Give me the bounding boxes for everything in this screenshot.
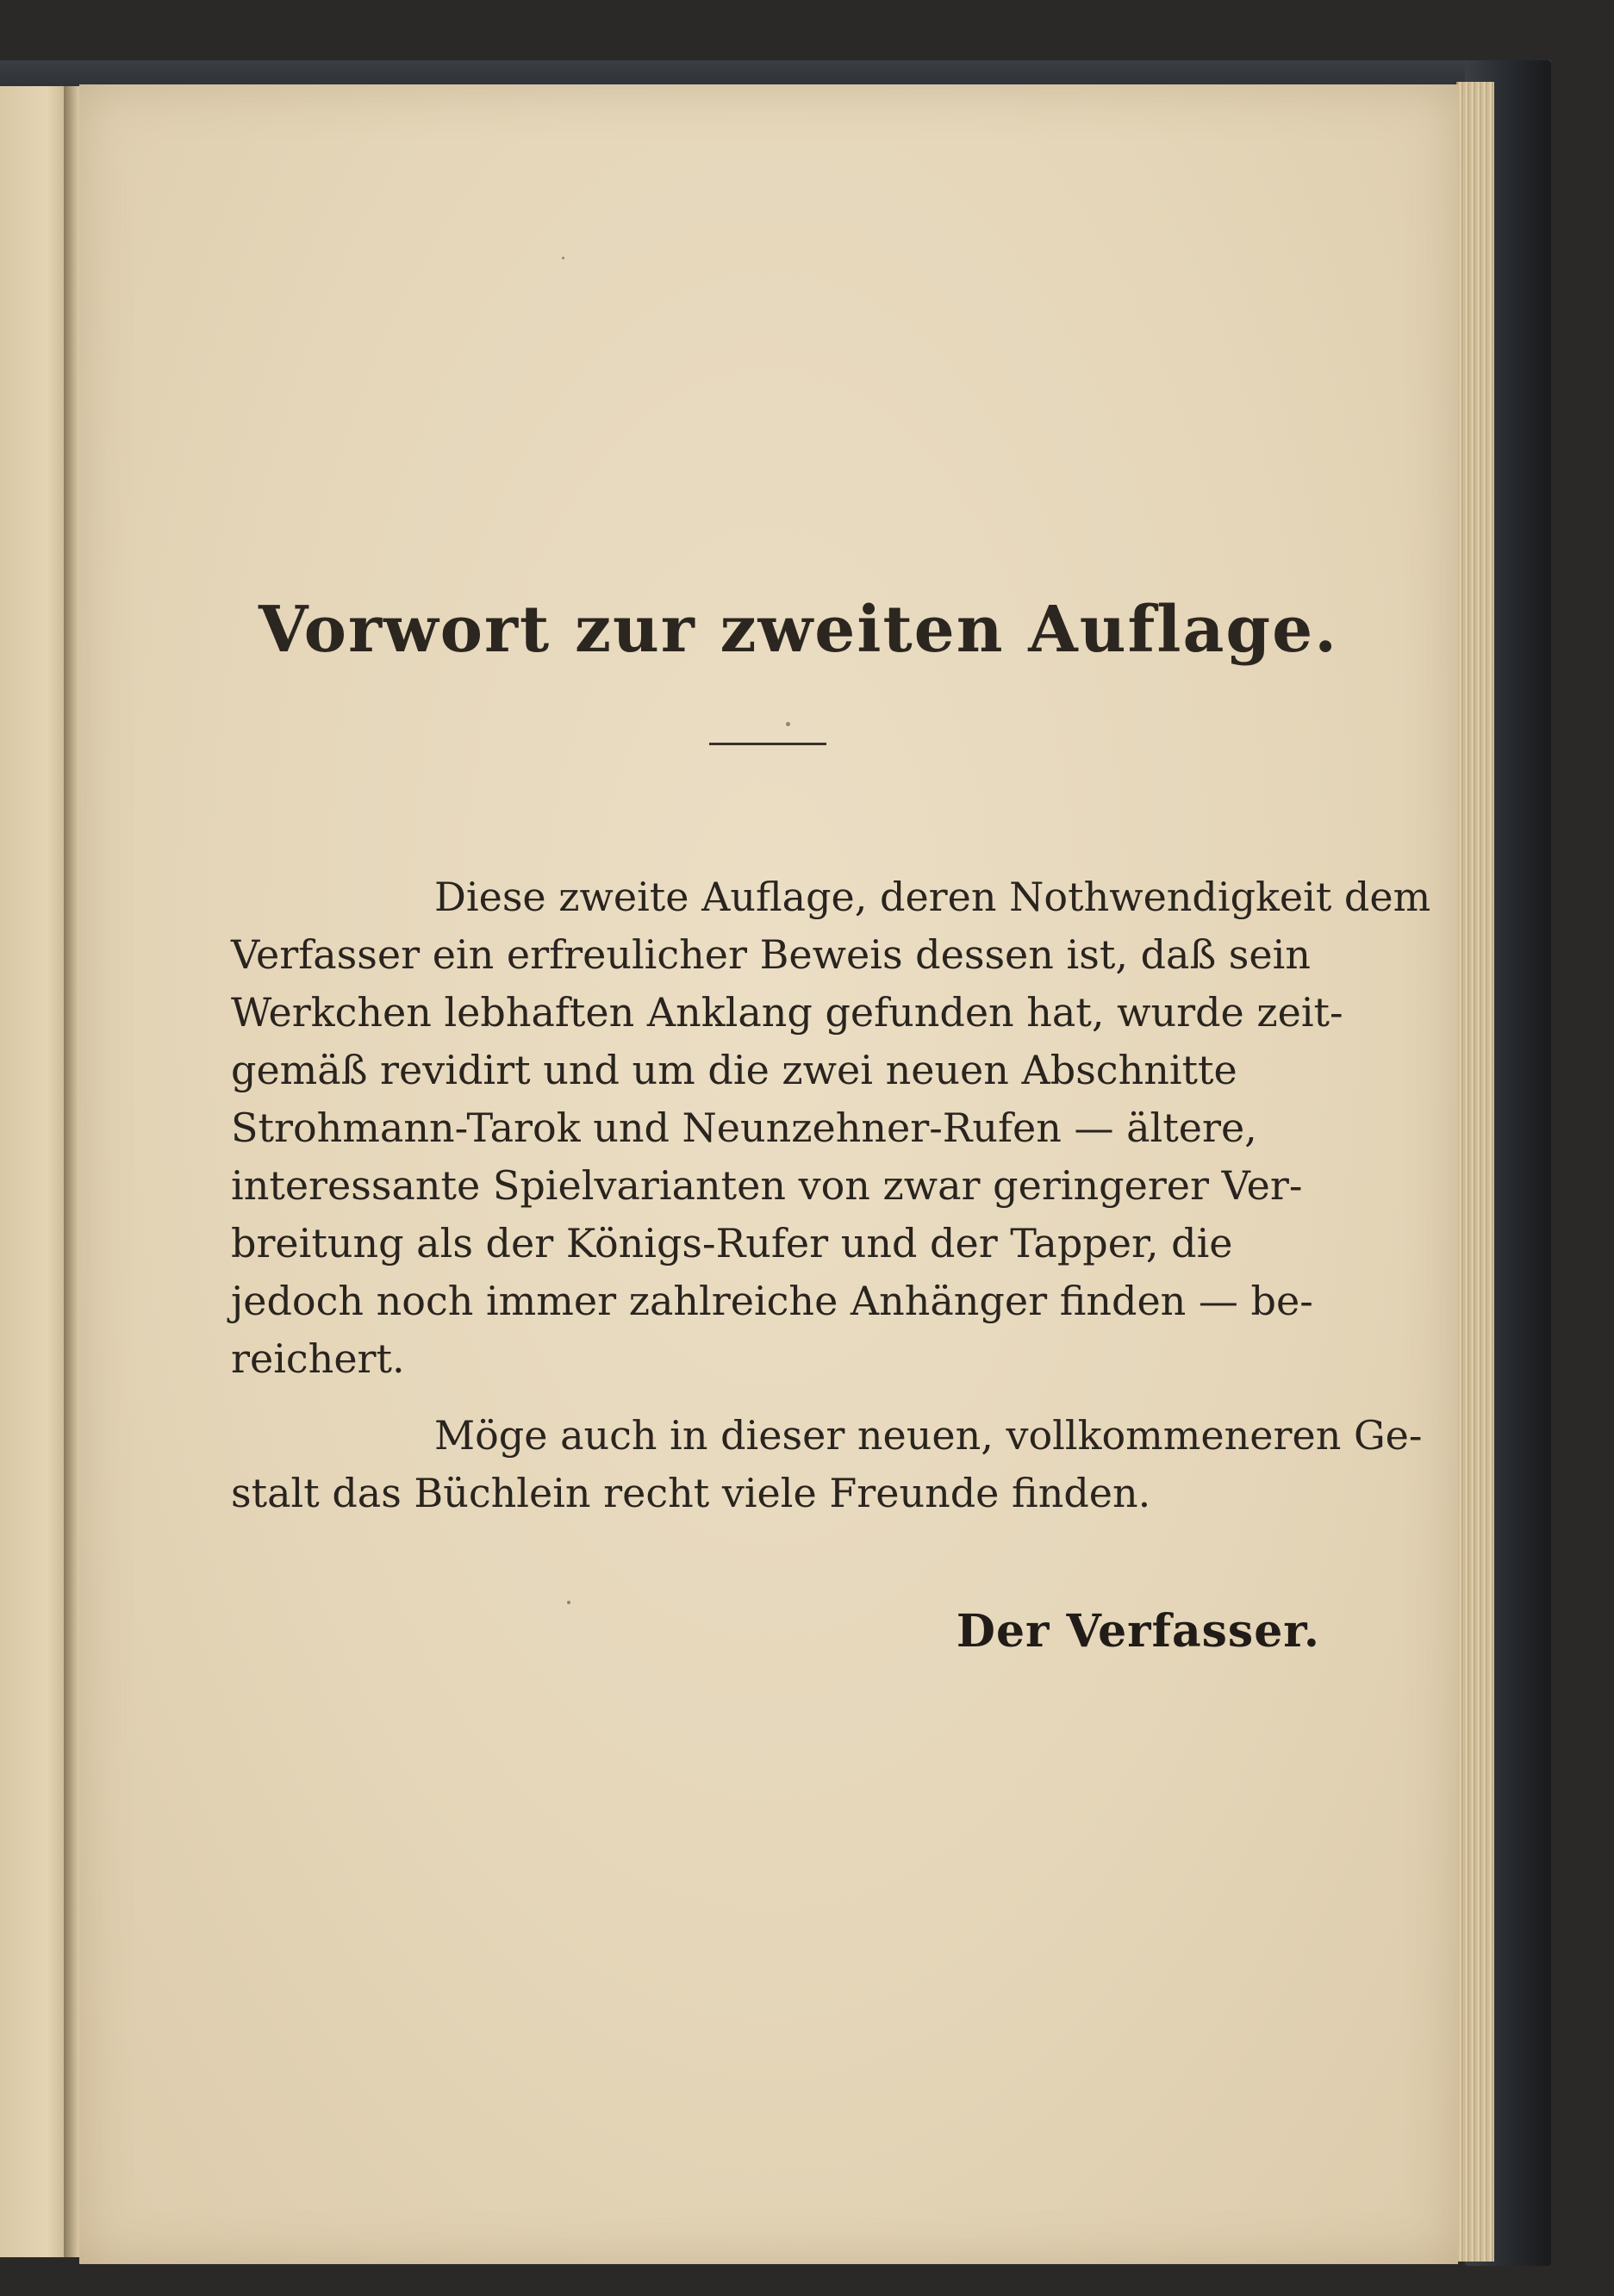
body-text: [231, 868, 1431, 1522]
text-line: Möge auch in dieser neuen, vollkommeneren Ge-: [434, 1412, 1423, 1459]
paper-speck: [567, 1601, 570, 1604]
text-line: interessante Spielvarianten von zwar geringerer Ver-: [231, 1162, 1303, 1209]
text-line: Werkchen lebhaften Anklang gefunden hat, wurde zeit-: [231, 989, 1343, 1036]
page-edges: [1456, 82, 1494, 2262]
title-divider: [709, 743, 826, 745]
paragraph-1: [231, 868, 1431, 1388]
text-line: Strohmann-Tarok und Neunzehner-Rufen — ältere,: [231, 1104, 1257, 1151]
text-line: jedoch noch immer zahlreiche Anhänger finden — be-: [231, 1278, 1313, 1324]
text-line: Diese zweite Auflage, deren Nothwendigkeit dem: [434, 874, 1431, 920]
text-line: Verfasser ein erfreulicher Beweis dessen ist, daß sein: [231, 931, 1311, 978]
paragraph-2: [231, 1407, 1423, 1522]
text-line: breitung als der Königs-Rufer und der Tapper, die: [231, 1220, 1233, 1266]
text-line: gemäß revidirt und um die zwei neuen Abschnitte: [231, 1047, 1237, 1093]
page-content: [79, 84, 1458, 2264]
paper-speck: [562, 257, 564, 259]
book-page: [79, 84, 1458, 2264]
author-signature: Der Verfasser.: [956, 1605, 1320, 1658]
facing-page-edge: [0, 86, 69, 2257]
paper-speck: [786, 722, 790, 726]
page-title: Vorwort zur zweiten Auflage.: [259, 593, 1338, 667]
text-line: stalt das Büchlein recht viele Freunde finden.: [231, 1470, 1151, 1516]
text-line: reichert.: [231, 1335, 405, 1382]
